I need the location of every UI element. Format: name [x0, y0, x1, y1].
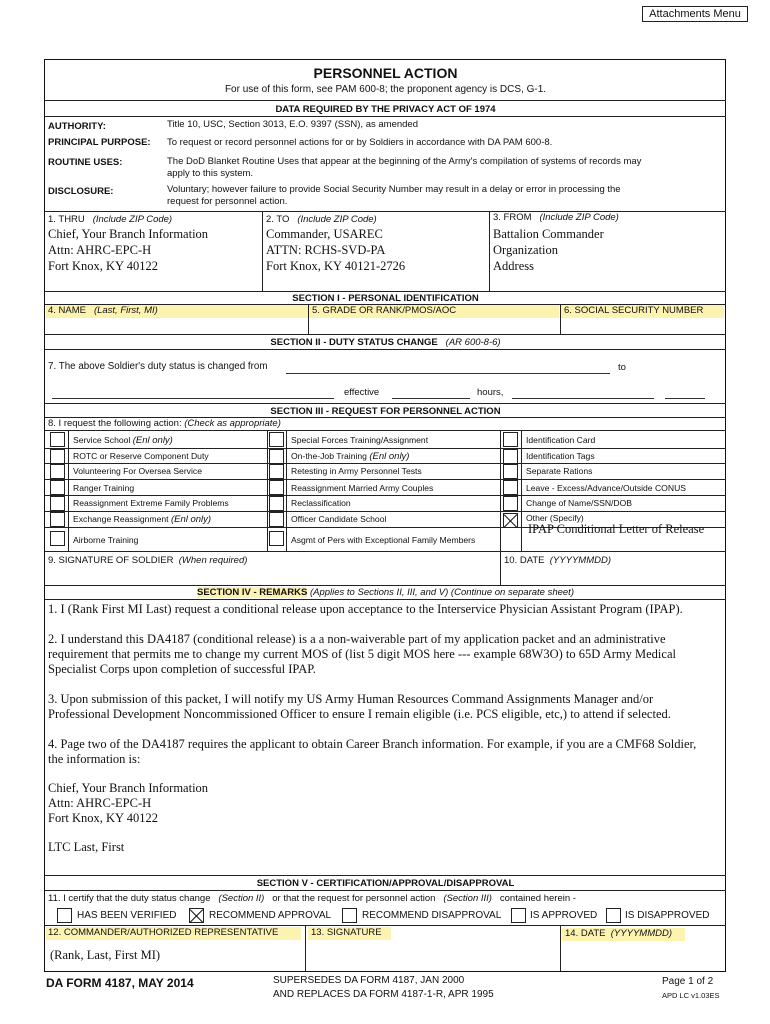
hours-label: hours, — [477, 387, 504, 398]
divider — [45, 479, 726, 480]
checkbox-oversea[interactable] — [50, 464, 65, 479]
hours-field[interactable] — [512, 398, 654, 399]
effective-date-field[interactable] — [392, 398, 470, 399]
to-line-2[interactable]: ATTN: RCHS-SVD-PA — [266, 243, 386, 257]
checkbox-ocs[interactable] — [269, 512, 284, 527]
remark-1[interactable]: 1. I (Rank First MI Last) request a conditional release upon acceptance to the Interservice Physician Assistant Program (IPAP). — [48, 602, 683, 616]
checkbox-name-change[interactable] — [503, 496, 518, 511]
other-specify-value[interactable]: IPAP Conditional Letter of Release — [528, 522, 705, 536]
remark-address-3[interactable]: Fort Knox, KY 40122 — [48, 811, 158, 825]
name-field-label[interactable]: 4. NAME (Last, First, MI) — [46, 305, 308, 318]
form-id: DA FORM 4187, MAY 2014 — [46, 976, 194, 990]
checkbox-retesting[interactable] — [269, 464, 284, 479]
divider — [305, 925, 306, 971]
option-leave: Leave - Excess/Advance/Outside CONUS — [526, 483, 687, 493]
divider — [45, 211, 726, 212]
option-efmp: Asgmt of Pers with Exceptional Family Members — [291, 535, 476, 545]
divider — [45, 463, 726, 464]
divider — [489, 211, 490, 291]
routine-text: The DoD Blanket Routine Uses that appear at the beginning of the Army's compilation of systems of records may — [167, 156, 642, 167]
checkbox-recommend-disapproval[interactable] — [342, 908, 357, 923]
checkbox-recommend-approval-checked[interactable] — [189, 908, 204, 923]
option-oversea: Volunteering For Oversea Service — [73, 466, 202, 476]
remark-2a[interactable]: 2. I understand this DA4187 (conditional release) is a a non-waiverable part of my application packet and an administrative — [48, 632, 666, 646]
option-service-school: Service School (Enl only) — [73, 435, 173, 446]
date-14-label[interactable]: 14. DATE (YYYYMMDD) — [562, 928, 685, 941]
duty-from-field[interactable] — [286, 373, 610, 374]
commander-field-label[interactable]: 12. COMMANDER/AUTHORIZED REPRESENTATIVE — [46, 927, 301, 940]
disapproved-label: IS DISAPPROVED — [625, 910, 710, 921]
checkbox-rotc[interactable] — [50, 449, 65, 464]
checkbox-efmp[interactable] — [269, 531, 284, 546]
remark-signature[interactable]: LTC Last, First — [48, 840, 125, 854]
duty-to-field[interactable] — [52, 398, 334, 399]
divider — [45, 100, 726, 101]
supersedes-1: SUPERSEDES DA FORM 4187, JAN 2000 — [273, 975, 465, 986]
attachments-menu-label: Attachments Menu — [649, 8, 741, 20]
checkbox-exchange[interactable] — [50, 512, 65, 527]
option-retesting: Retesting in Army Personnel Tests — [291, 466, 422, 476]
thru-line-2[interactable]: Attn: AHRC-EPC-H — [48, 243, 152, 257]
recommend-approval-label: RECOMMEND APPROVAL — [209, 910, 332, 921]
option-reclassification: Reclassification — [291, 498, 351, 508]
section-3-header: SECTION III - REQUEST FOR PERSONNEL ACTION — [270, 406, 501, 417]
verified-label: HAS BEEN VERIFIED — [77, 910, 177, 921]
section-1-header: SECTION I - PERSONAL IDENTIFICATION — [292, 293, 479, 304]
checkbox-extreme-family[interactable] — [50, 496, 65, 511]
to-line-1[interactable]: Commander, USAREC — [266, 227, 383, 241]
recommend-disapproval-label: RECOMMEND DISAPPROVAL — [362, 910, 502, 921]
option-ojt: On-the-Job Training (Enl only) — [291, 451, 410, 462]
divider — [45, 116, 726, 117]
commander-value[interactable]: (Rank, Last, First MI) — [50, 948, 161, 962]
divider — [45, 349, 726, 350]
hours-field-2[interactable] — [665, 398, 705, 399]
routine-text-2: apply to this system. — [167, 168, 254, 179]
divider — [45, 599, 726, 600]
divider — [560, 925, 561, 971]
divider — [500, 551, 501, 585]
grade-field-label[interactable]: 5. GRADE OR RANK/PMOS/AOC — [309, 305, 559, 318]
divider — [45, 430, 726, 431]
option-other: Other (Specify) — [526, 513, 584, 523]
form-subtitle: For use of this form, see PAM 600-8; the proponent agency is DCS, G-1. — [224, 84, 547, 95]
remark-4b[interactable]: the information is: — [48, 752, 141, 766]
option-exchange: Exchange Reassignment (Enl only) — [73, 514, 212, 525]
from-field-label: 3. FROM (Include ZIP Code) — [493, 212, 619, 223]
divider — [45, 448, 726, 449]
checkbox-other-checked[interactable] — [503, 513, 518, 528]
option-rotc: ROTC or Reserve Component Duty — [73, 451, 209, 461]
remark-address-2[interactable]: Attn: AHRC-EPC-H — [48, 796, 152, 810]
divider — [45, 495, 726, 496]
date-10-label: 10. DATE (YYYYMMDD) — [504, 555, 611, 566]
from-line-3[interactable]: Address — [493, 259, 534, 273]
thru-field-label: 1. THRU (Include ZIP Code) — [48, 214, 173, 225]
to-line-3[interactable]: Fort Knox, KY 40121-2726 — [266, 259, 406, 273]
purpose-text: To request or record personnel actions for or by Soldiers in accordance with DA PAM 600-8. — [167, 137, 553, 148]
remark-4a[interactable]: 4. Page two of the DA4187 requires the applicant to obtain Career Branch information. For example, if you are a CMF68 Soldier, — [48, 737, 697, 751]
attachments-menu-button[interactable] — [642, 6, 748, 22]
remark-2c[interactable]: Specialist Corps upon completion of successful IPAP. — [48, 662, 316, 676]
option-extreme-family: Reassignment Extreme Family Problems — [73, 498, 229, 508]
option-airborne: Airborne Training — [73, 535, 139, 545]
checkbox-ojt[interactable] — [269, 449, 284, 464]
purpose-label: PRINCIPAL PURPOSE: — [48, 137, 151, 148]
signature-13-label[interactable]: 13. SIGNATURE — [308, 927, 391, 940]
divider — [45, 585, 726, 586]
divider — [45, 890, 726, 891]
checkbox-approved[interactable] — [511, 908, 526, 923]
form-title: PERSONNEL ACTION — [313, 65, 458, 81]
divider — [45, 403, 726, 404]
disclosure-text: Voluntary; however failure to provide Social Security Number may result in a delay or error in processing the — [167, 184, 621, 195]
request-text: 8. I request the following action: (Check as appropriate) — [48, 418, 281, 429]
remark-address-1[interactable]: Chief, Your Branch Information — [48, 781, 209, 795]
divider — [45, 551, 726, 552]
section-2-header: SECTION II - DUTY STATUS CHANGE (AR 600-8-6) — [270, 337, 501, 348]
option-id-card: Identification Card — [526, 435, 596, 445]
thru-line-1[interactable]: Chief, Your Branch Information — [48, 227, 209, 241]
supersedes-2: AND REPLACES DA FORM 4187-1-R, APR 1995 — [273, 989, 494, 1000]
to-field-label: 2. TO (Include ZIP Code) — [266, 214, 377, 225]
section-4-header: SECTION IV - REMARKS (Applies to Sections II, III, and V) (Continue on separate sheet) — [197, 587, 574, 598]
divider — [45, 925, 726, 926]
from-line-1[interactable]: Battalion Commander — [493, 227, 604, 241]
option-married-couples: Reassignment Married Army Couples — [291, 483, 434, 493]
checkbox-special-forces[interactable] — [269, 432, 284, 447]
option-ocs: Officer Candidate School — [291, 514, 387, 524]
checkbox-married-couples[interactable] — [269, 480, 284, 495]
checkbox-service-school[interactable] — [50, 432, 65, 447]
page-number: Page 1 of 2 — [662, 976, 714, 987]
duty-status-text: 7. The above Soldier's duty status is changed from — [48, 361, 268, 372]
approved-label: IS APPROVED — [530, 910, 598, 921]
thru-line-3[interactable]: Fort Knox, KY 40122 — [48, 259, 158, 273]
disclosure-text-2: request for personnel action. — [167, 196, 288, 207]
option-special-forces: Special Forces Training/Assignment — [291, 435, 429, 445]
option-ranger: Ranger Training — [73, 483, 135, 493]
divider — [45, 334, 726, 335]
divider — [45, 511, 726, 512]
section-5-header: SECTION V - CERTIFICATION/APPROVAL/DISAPPROVAL — [256, 878, 515, 889]
option-separate-rations: Separate Rations — [526, 466, 593, 476]
checkbox-airborne[interactable] — [50, 531, 65, 546]
remark-3b[interactable]: Professional Development Noncommissioned Officer to ensure I remain eligible (i.e. PCS eligible, etc,) to attend if selected. — [48, 707, 671, 721]
certify-text: 11. I certify that the duty status change (Section II) or that the request for personnel action (Section III) contained herein - — [48, 893, 576, 904]
option-id-tags: Identification Tags — [526, 451, 595, 461]
disclosure-label: DISCLOSURE: — [48, 186, 114, 197]
remark-2b[interactable]: requirement that permits me to change my current MOS of (list 5 digit MOS here --- example 68W3O) to 65D Army Medical — [48, 647, 676, 661]
checkbox-id-card[interactable] — [503, 432, 518, 447]
soldier-signature-label: 9. SIGNATURE OF SOLDIER (When required) — [48, 555, 248, 566]
checkbox-id-tags[interactable] — [503, 449, 518, 464]
checkbox-disapproved[interactable] — [606, 908, 621, 923]
duty-to-label: to — [618, 362, 626, 373]
divider — [262, 211, 263, 291]
from-line-2[interactable]: Organization — [493, 243, 559, 257]
checkbox-separate-rations[interactable] — [503, 464, 518, 479]
checkbox-leave[interactable] — [503, 480, 518, 495]
remark-3a[interactable]: 3. Upon submission of this packet, I will notify my US Army Human Resources Command Assignments Manager and/or — [48, 692, 654, 706]
checkbox-ranger[interactable] — [50, 480, 65, 495]
divider — [45, 875, 726, 876]
checkbox-verified[interactable] — [57, 908, 72, 923]
authority-text: Title 10, USC, Section 3013, E.O. 9397 (SSN), as amended — [167, 119, 418, 130]
authority-label: AUTHORITY: — [48, 121, 106, 132]
version-label: APD LC v1.03ES — [662, 991, 720, 1000]
ssn-field-label[interactable]: 6. SOCIAL SECURITY NUMBER — [561, 305, 724, 318]
checkbox-reclassification[interactable] — [269, 496, 284, 511]
routine-label: ROUTINE USES: — [48, 157, 123, 168]
option-name-change: Change of Name/SSN/DOB — [526, 498, 633, 508]
privacy-header: DATA REQUIRED BY THE PRIVACY ACT OF 1974 — [275, 104, 496, 115]
divider — [45, 291, 726, 292]
effective-label: effective — [344, 387, 380, 398]
